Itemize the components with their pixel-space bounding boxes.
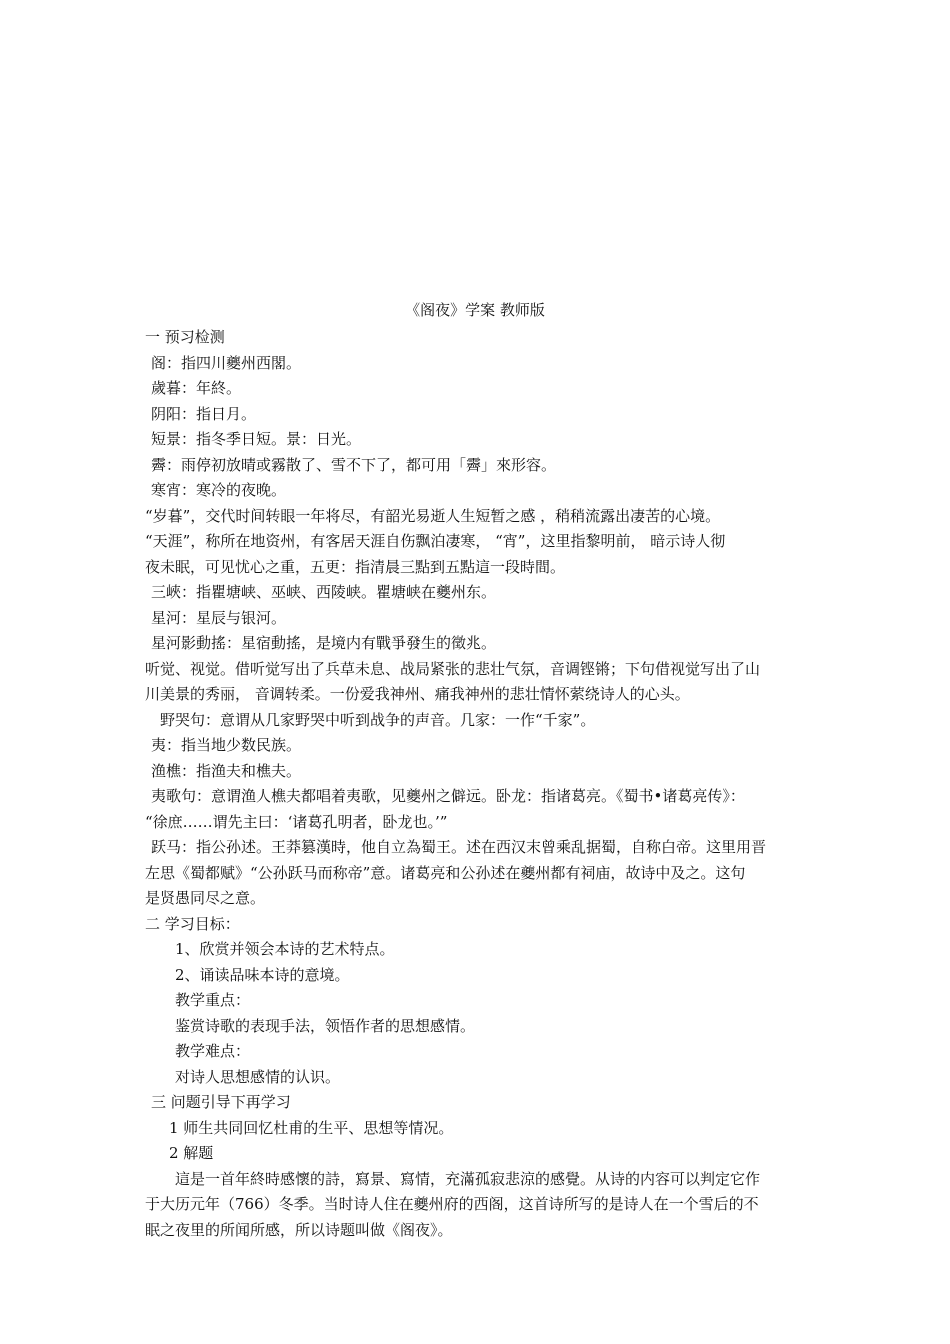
objective-item: 2、诵读品味本诗的意境。 bbox=[175, 965, 350, 984]
gloss-line: 歲暮：年終。 bbox=[151, 379, 242, 397]
paragraph-line: “天涯”，称所在地资州，有客居天涯自伤飘泊凄寒， “宵”，这里指黎明前， 暗示诗人彻 bbox=[145, 532, 726, 550]
gloss-line: 霽：雨停初放晴或霧散了、雪不下了，都可用「霽」來形容。 bbox=[151, 455, 557, 474]
paragraph-line: 于大历元年（766）冬季。当时诗人住在夔州府的西阁，这首诗所写的是诗人在一个雪后的不 bbox=[145, 1195, 759, 1213]
paragraph-line: 這是一首年終時感懷的詩，寫景、寫情，充滿孤寂悲涼的感覺。从诗的内容可以判定它作 bbox=[175, 1169, 761, 1188]
gloss-line: 渔樵：指渔夫和樵夫。 bbox=[151, 761, 302, 780]
gloss-line: 阴阳：指日月。 bbox=[151, 404, 257, 423]
subheading: 教学重点： bbox=[175, 991, 251, 1009]
section-heading-3: 三 问题引导下再学习 bbox=[151, 1093, 291, 1111]
gloss-line: 三峽：指瞿塘峡、巫峡、西陵峡。瞿塘峡在夔州东。 bbox=[151, 583, 497, 601]
section-heading-2: 二 学习目标： bbox=[145, 914, 240, 933]
paragraph-line: “徐庶……谓先主曰：‘诸葛孔明者，卧龙也。’” bbox=[145, 812, 448, 831]
paragraph-line: 是贤愚同尽之意。 bbox=[145, 889, 266, 907]
subheading: 教学难点： bbox=[175, 1042, 251, 1060]
objective-text: 对诗人思想感情的认识。 bbox=[175, 1067, 341, 1086]
paragraph-line: 眠之夜里的所闻所感，所以诗题叫做《阁夜》。 bbox=[145, 1220, 453, 1239]
gloss-line: 星河影動搖：星宿動搖，是境内有戰爭發生的徵兆。 bbox=[151, 634, 497, 652]
gloss-line: 夷歌句：意谓渔人樵夫都唱着夷歌，见夔州之僻远。卧龙：指诸葛亮。《蜀书•诸葛亮传》： bbox=[151, 787, 745, 805]
objective-text: 鉴赏诗歌的表现手法，领悟作者的思想感情。 bbox=[175, 1016, 476, 1035]
section-heading-1: 一 预习检测 bbox=[145, 328, 225, 346]
step-item: 1 师生共同回忆杜甫的生平、思想等情况。 bbox=[169, 1118, 454, 1137]
paragraph-line: “岁暮”，交代时间转眼一年将尽，有韶光易逝人生短暂之感 ，稍稍流露出凄苦的心境。 bbox=[145, 506, 721, 525]
document-body bbox=[145, 325, 811, 1243]
gloss-line: 跃马：指公孙述。王莽篡漢時，他自立為蜀王。述在西汉末曾乘乱据蜀，自称白帝。这里用晋 bbox=[151, 838, 767, 856]
gloss-line: 星河：星辰与银河。 bbox=[151, 608, 287, 627]
gloss-line: 寒宵：寒冷的夜晚。 bbox=[151, 481, 287, 499]
step-item: 2 解题 bbox=[169, 1144, 214, 1162]
gloss-line: 夷：指当地少数民族。 bbox=[151, 736, 302, 754]
gloss-line: 野哭句：意谓从几家野哭中听到战争的声音。几家：一作“千家”。 bbox=[160, 710, 596, 729]
paragraph-line: 夜未眠，可见忧心之重，五更：指清晨三點到五點這一段時間。 bbox=[145, 557, 566, 576]
paragraph-line: 听觉、视觉。借听觉写出了兵草未息、战局紧张的悲壮气氛，音调铿锵；下句借视觉写出了山 bbox=[145, 659, 761, 678]
gloss-line: 短景：指冬季日短。景：日光。 bbox=[151, 430, 362, 448]
objective-item: 1、欣赏并领会本诗的艺术特点。 bbox=[175, 940, 395, 958]
document-title: 《阁夜》学案 教师版 bbox=[405, 301, 545, 319]
paragraph-line: 左思《蜀都赋》“公孙跃马而称帝”意。诸葛亮和公孙述在夔州都有祠庙，故诗中及之。这句 bbox=[145, 863, 746, 882]
gloss-line: 阁：指四川夔州西閣。 bbox=[151, 353, 302, 372]
paragraph-line: 川美景的秀丽， 音调转柔。一份爱我神州、痛我神州的悲壮情怀萦绕诗人的心头。 bbox=[145, 685, 690, 703]
